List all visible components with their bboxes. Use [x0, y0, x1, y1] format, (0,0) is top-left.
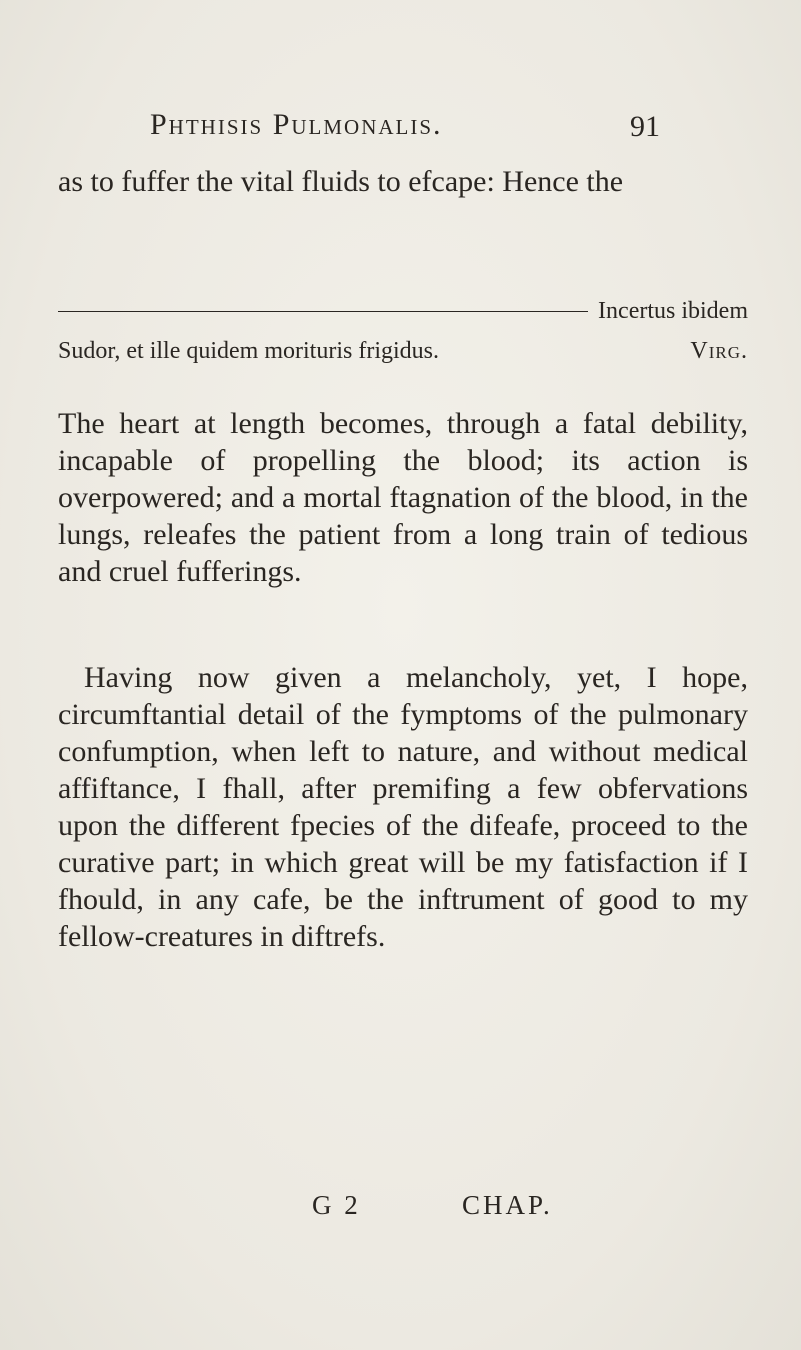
paragraph-heart: The heart at length becomes, through a fatal debility, incapable of propelling the blood; its action is overpowered; and a mortal ftagnation of the blood, in the lungs, releafes the patient from a long train of tedious and cruel fufferings. — [58, 407, 748, 588]
paragraph-having: Having now given a melancholy, yet, I hope, circumftantial detail of the fymptoms of the pulmonary confumption, when left to nature, and without medical affiftance, I fhall, after premifing a few obfervations upon the different fpecies of the difeafe, proceed to the curative part; in which great will be my fatisfaction if I fhould, in any cafe, be the inftrument of good to my fellow-creatures in diftrefs. — [58, 661, 748, 953]
quotation-line-1 — [58, 295, 748, 327]
running-head: Phthisis Pulmonalis. — [150, 108, 443, 141]
quotation-line-2-text: Sudor, et ille quidem morituris frigidus. — [58, 338, 439, 364]
page-footer — [312, 1190, 672, 1226]
quotation-rule — [58, 311, 588, 312]
quotation-attribution: Virg. — [690, 338, 748, 364]
quotation-line-2 — [58, 338, 748, 365]
catchword: CHAP. — [462, 1190, 553, 1220]
page-header — [150, 108, 660, 148]
intro-paragraph: as to fuffer the vital fluids to efcape: Hence the — [58, 165, 624, 198]
quotation-line-1-text: Incertus ibidem — [598, 297, 748, 324]
signature-mark: G 2 — [312, 1190, 361, 1220]
page-number: 91 — [630, 110, 660, 143]
